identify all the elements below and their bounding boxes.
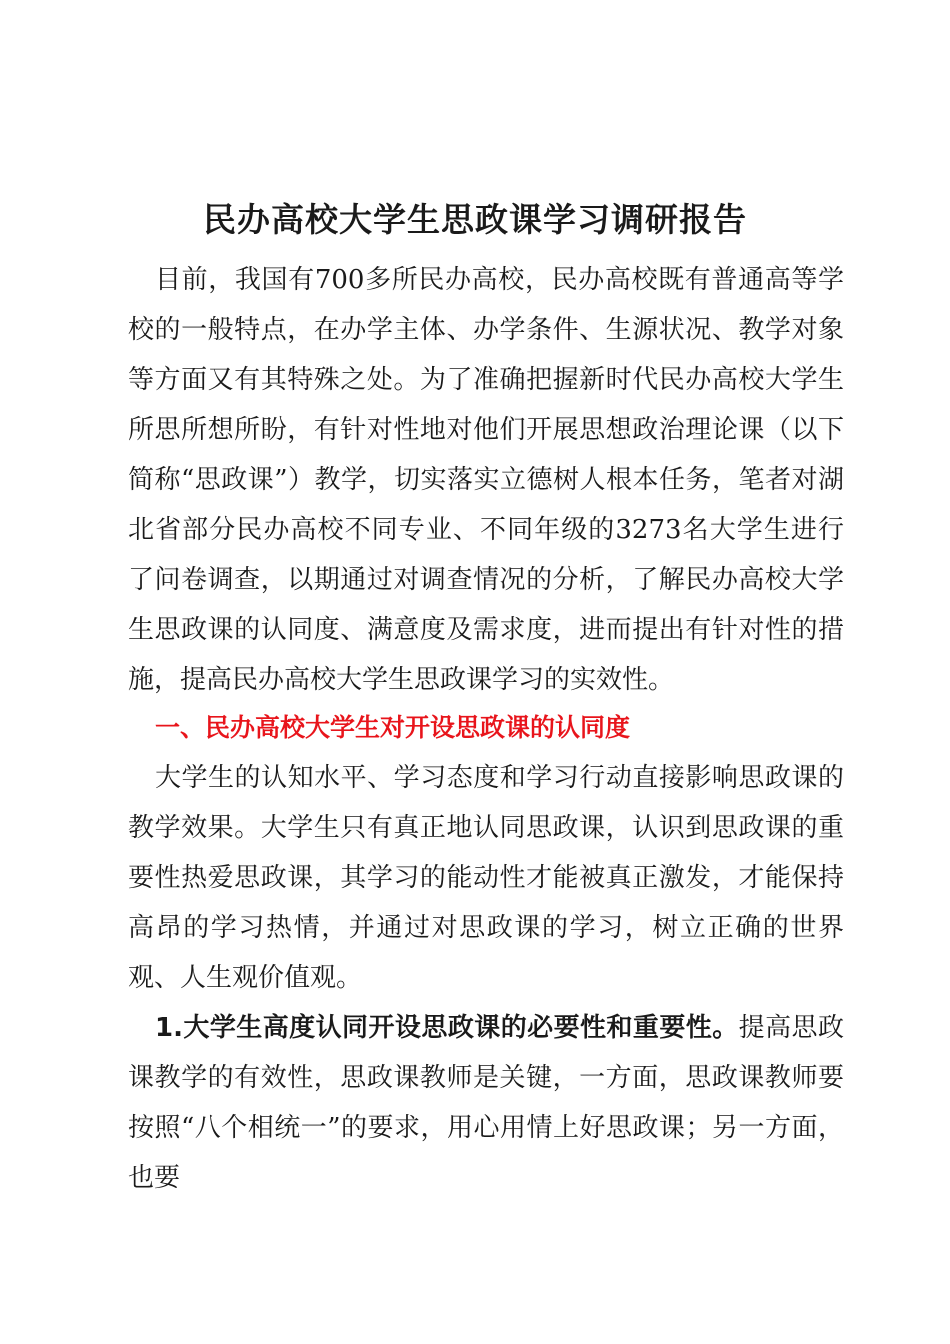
- subsection-1-paragraph: [128, 1003, 844, 1203]
- subsection-1-lead: 1.大学生高度认同开设思政课的必要性和重要性。: [155, 1013, 739, 1043]
- document-title: 民办高校大学生思政课学习调研报告: [203, 200, 747, 239]
- section-1-paragraph: 大学生的认知水平、学习态度和学习行动直接影响思政课的教学效果。大学生只有真正地认同思政课，认识到思政课的重要性热爱思政课，其学习的能动性才能被真正激发，才能保持高昂的学习热情，并通过对思政课的学习，树立正确的世界观、人生观价值观。: [128, 763, 844, 993]
- subsection-1-text: 提高思政课教学的有效性，思政课教师是关键，一方面，思政课教师要按照“八个相统一”的要求，用心用情上好思政课；另一方面，也要: [128, 1013, 844, 1193]
- intro-paragraph: 目前，我国有700多所民办高校，民办高校既有普通高等学校的一般特点，在办学主体、办学条件、生源状况、教学对象等方面又有其特殊之处。为了准确把握新时代民办高校大学生所思所想所盼，有针对性地对他们开展思想政治理论课（以下简称“思政课”）教学，切实落实立德树人根本任务，笔者对湖北省部分民办高校不同专业、不同年级的3273名大学生进行了问卷调查，以期通过对调查情况的分析，了解民办高校大学生思政课的认同度、满意度及需求度，进而提出有针对性的措施，提高民办高校大学生思政课学习的实效性。: [128, 265, 844, 695]
- section-1-heading: 一、民办高校大学生对开设思政课的认同度: [155, 713, 631, 742]
